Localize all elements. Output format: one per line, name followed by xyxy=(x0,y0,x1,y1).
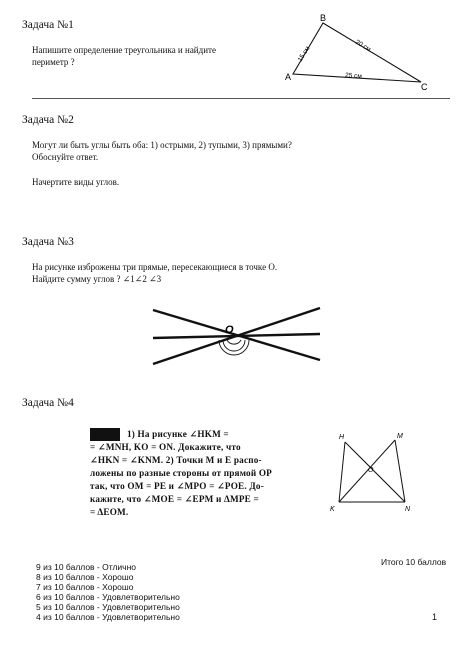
grading-list xyxy=(36,562,180,622)
segment-hk xyxy=(339,442,345,502)
angle-arc-3 xyxy=(227,340,241,344)
triangle-figure xyxy=(275,10,445,95)
point-h-label: H xyxy=(339,434,345,441)
side-bc-label: 20 см xyxy=(353,38,372,54)
task2-line3: Начертите виды углов. xyxy=(32,177,120,187)
divider xyxy=(32,98,450,99)
task4-title: Задача №4 xyxy=(22,397,74,409)
vertex-a-label: A xyxy=(285,72,292,82)
task3-line1: На рисунке изброжены три прямые, пересекающиеся в точке О. xyxy=(32,262,278,272)
task4-line2: = ∠MNH, KO = ON. Докажите, что xyxy=(90,442,241,452)
segment-km xyxy=(339,440,395,502)
segment-hn xyxy=(345,442,405,502)
point-m-label: M xyxy=(397,433,403,440)
total-score: Итого 10 баллов xyxy=(381,557,447,567)
grading-item: 5 из 10 баллов - Удовлетворительно xyxy=(36,602,180,612)
grading-item: 7 из 10 баллов - Хорошо xyxy=(36,582,134,592)
task2-line2: Обоснуйте ответ. xyxy=(32,152,99,162)
point-o-label: O xyxy=(225,324,234,336)
task3-line2: Найдите сумму углов ? ∠1∠2 ∠3 xyxy=(32,274,162,284)
grading-item: 4 из 10 баллов - Удовлетворительно xyxy=(36,612,180,622)
point-n-label: N xyxy=(405,506,411,513)
task1-title: Задача №1 xyxy=(22,19,74,31)
page-number: 1 xyxy=(432,612,438,622)
side-ab-label: 15 см xyxy=(296,45,312,64)
task4-line3: ∠HKN = ∠KNM. 2) Точки M и E распо- xyxy=(90,455,262,465)
task4-line6: кажите, что ∠MOE = ∠EPM и ΔMPE = xyxy=(90,494,259,504)
angle-arc-2 xyxy=(223,340,245,351)
point-k-label: K xyxy=(330,506,335,513)
task4-line1: 1) На рисунке ∠HKM = xyxy=(127,429,229,439)
task2-line1: Могут ли быть углы быть оба: 1) острыми, 2) тупыми, 3) прямыми? xyxy=(32,140,292,150)
quadrilateral-figure xyxy=(325,428,420,518)
grading-item: 6 из 10 баллов - Удовлетворительно xyxy=(36,592,180,602)
vertex-b-label: B xyxy=(320,13,327,23)
task4-line5: так, что OM = PE и ∠MPO = ∠POE. До- xyxy=(90,481,264,491)
task4-line7: = ΔEOM. xyxy=(90,507,129,517)
side-ac-label: 25 см xyxy=(344,72,363,81)
vertex-c-label: C xyxy=(421,82,428,92)
task1-line1: Напишите определение треугольника и найдите xyxy=(32,45,216,55)
task1-line2: периметр ? xyxy=(32,57,75,67)
task2-title: Задача №2 xyxy=(22,114,74,126)
point-o-label: O xyxy=(368,467,374,474)
three-lines-figure xyxy=(148,300,328,375)
grading-item: 8 из 10 баллов - Хорошо xyxy=(36,572,134,582)
segment-nm xyxy=(395,440,405,502)
redaction-box xyxy=(90,428,120,441)
grading-item: 9 из 10 баллов - Отлично xyxy=(36,562,136,572)
task4-line4: ложены по разные стороны от прямой OP xyxy=(90,468,272,478)
task3-title: Задача №3 xyxy=(22,236,74,248)
